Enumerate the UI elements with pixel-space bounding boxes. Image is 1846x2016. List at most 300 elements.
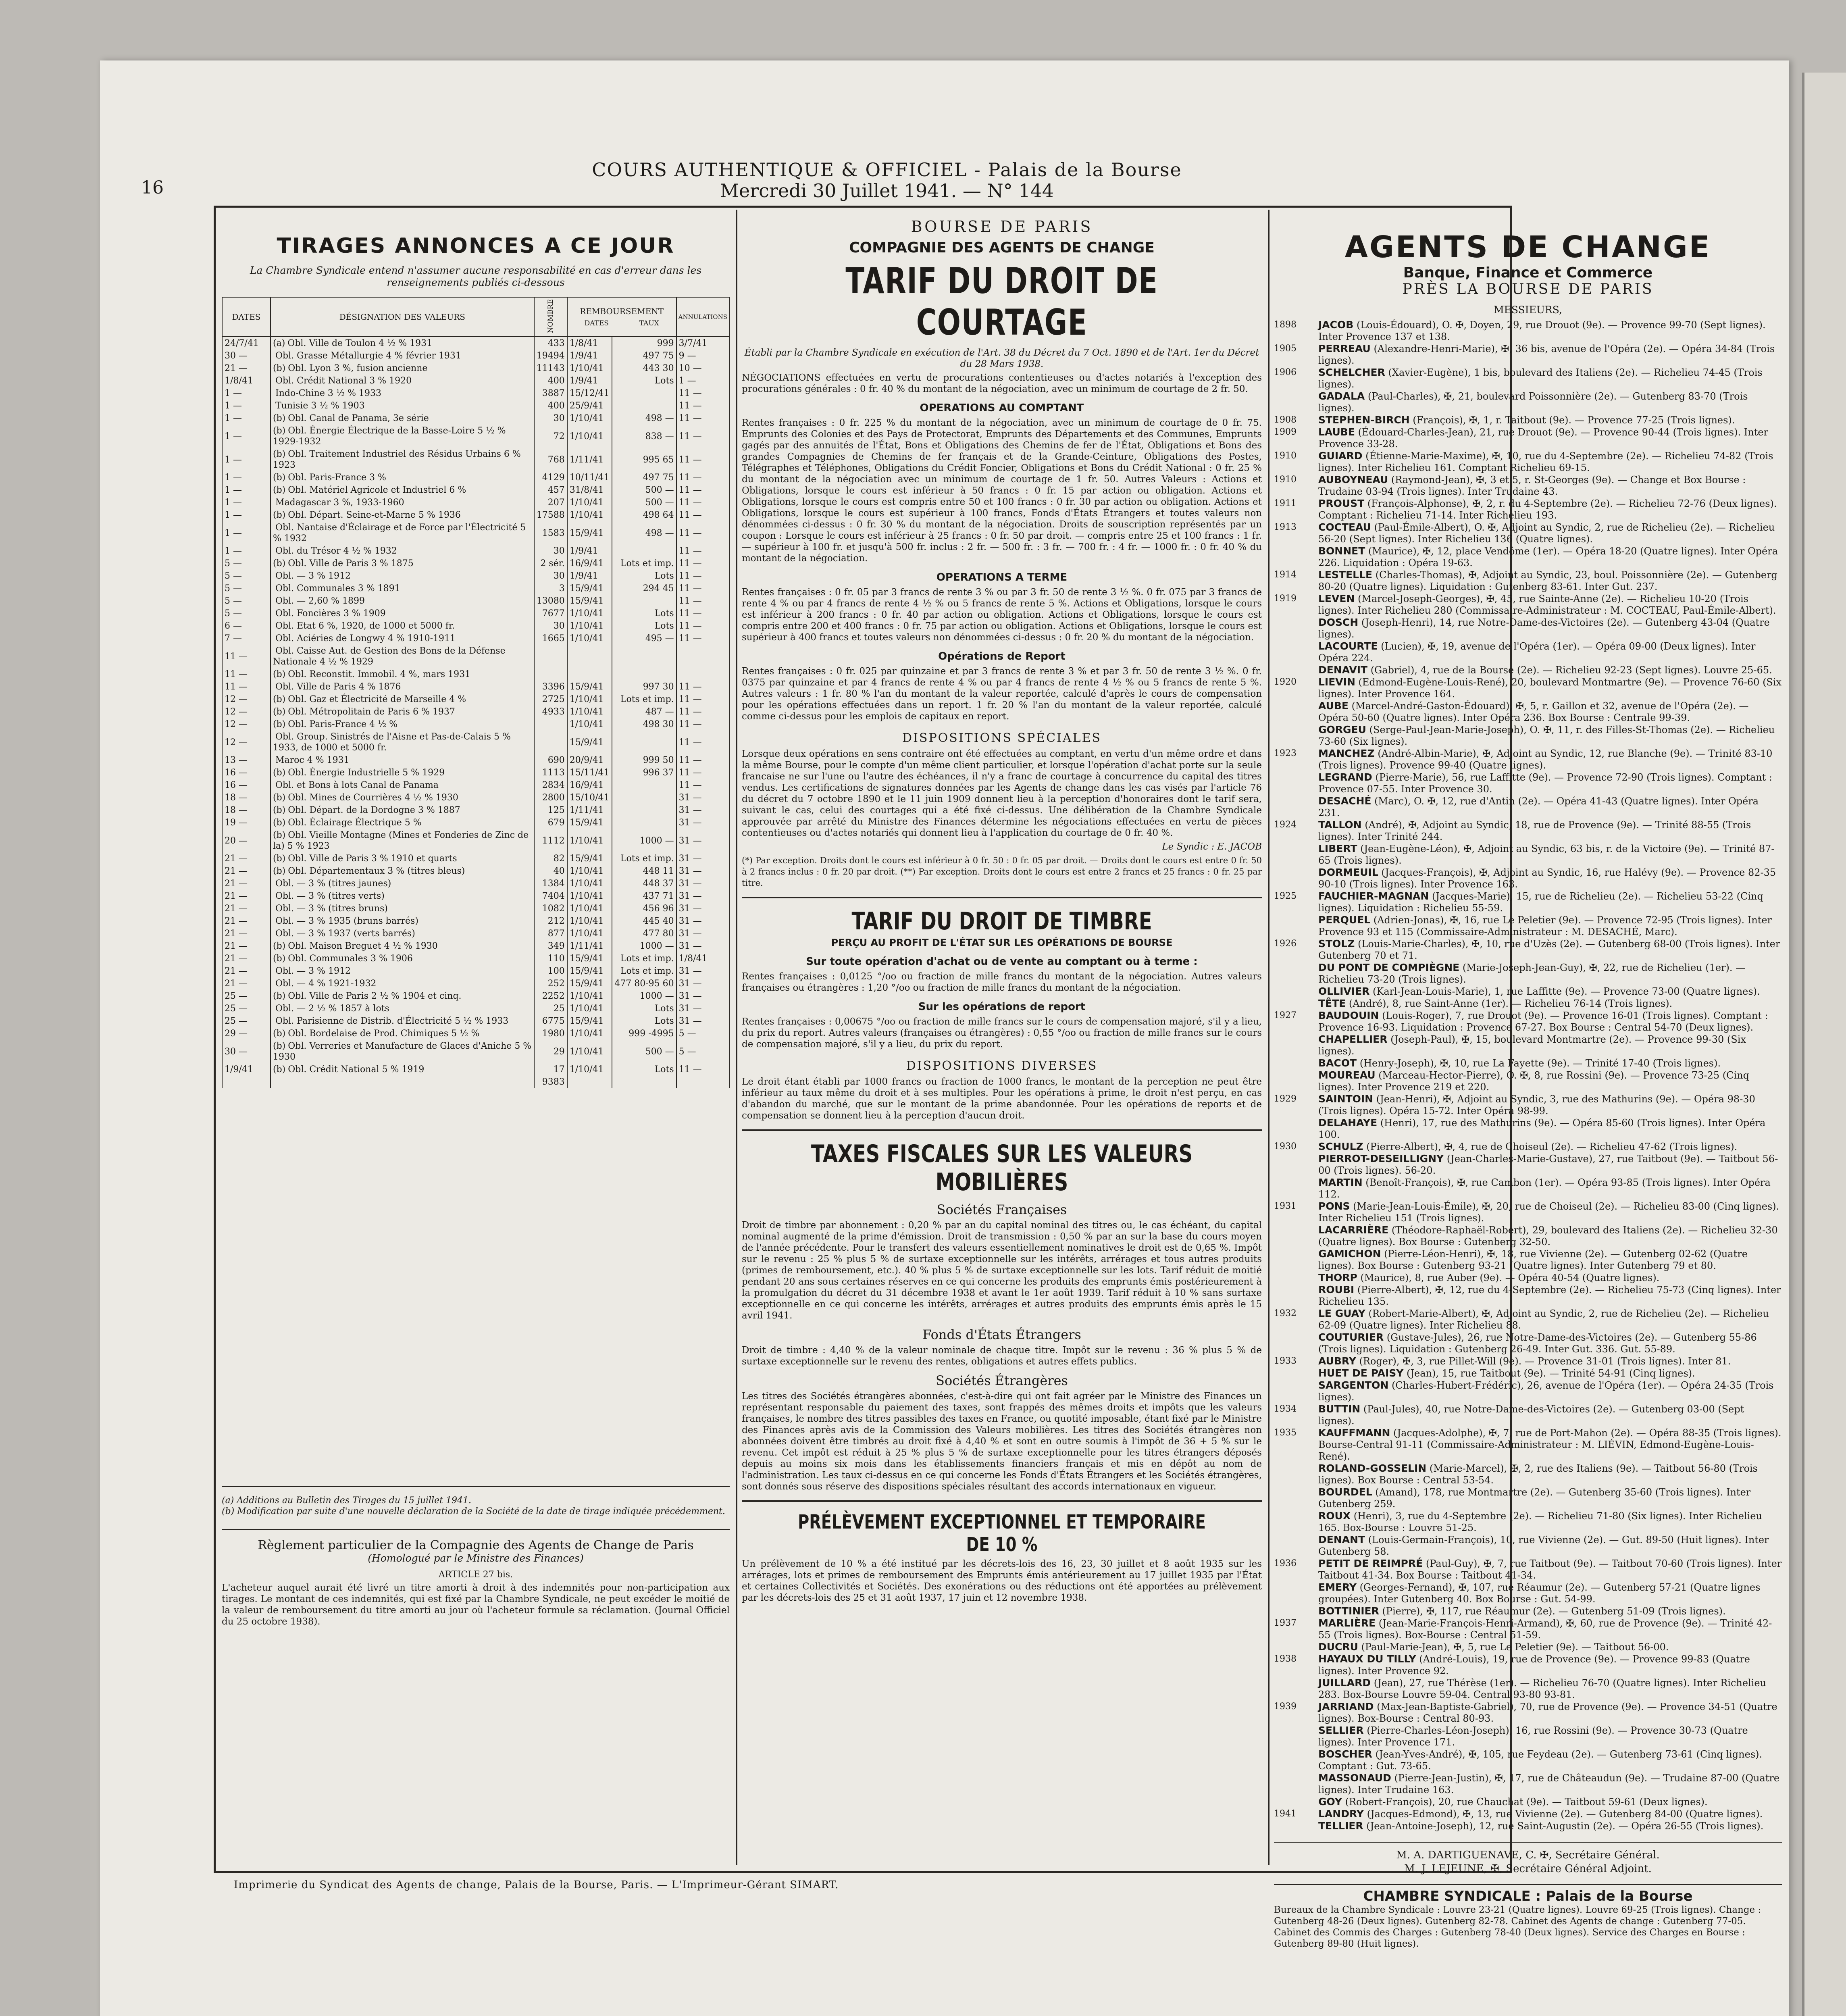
row-taux [612,731,676,754]
row-annulation: 11 — [676,521,729,545]
row-annulation [676,668,729,681]
table-row [222,804,729,816]
agent-address: (Jean-Charles-Marie-Gustave), 27, rue Taitbout (9e). — Taitbout 56-00 (Trois lignes). 56-20. [1318,1153,1778,1176]
row-remb-date: 1/10/41 [567,1063,612,1076]
row-taux: 498 64 [612,509,676,521]
row-taux: Lots [612,607,676,620]
agent-name: KAUFFMANN [1318,1427,1390,1439]
row-remb-date: 1/11/41 [567,448,612,471]
agent-details [1318,1724,1782,1748]
row-designation-text: Obl. Crédit National 3 % 1920 [275,376,412,386]
row-annulation: 11 — [676,400,729,412]
agent-address: (Marc), O. ✠, 12, rue d'Antin (2e). — Opéra 41-43 (Quatre lignes). Inter Opéra 231. [1318,796,1759,818]
agent-details [1318,700,1782,724]
agent-name: GADALA [1318,390,1365,402]
row-remb-date: 1/9/41 [567,350,612,362]
agent-details [1318,1486,1782,1510]
row-annulation: 11 — [676,620,729,632]
agent-entry [1274,1462,1782,1486]
table-row [222,375,729,387]
row-date: 25 — [222,990,271,1002]
table-row [222,570,729,582]
agent-entry [1274,1093,1782,1117]
courtage-title: TARIF DU DROIT DE COURTAGE [845,260,1158,343]
row-remb-date: 1/11/41 [567,804,612,816]
agent-name: BOURDEL [1318,1486,1372,1498]
agent-details [1318,1808,1782,1820]
row-date: 21 — [222,902,271,915]
agent-address: (Pierre-Jean-Justin), ✠, 17, rue de Châteaudun (9e). — Trudaine 87-00 (Quatre lignes). Inter Trudaine 163. [1318,1772,1780,1795]
col-annulations: ANNULATIONS [676,297,729,337]
row-taux: Lots et imp. [612,965,676,977]
agent-name: SARGENTON [1318,1379,1389,1391]
row-designation [271,620,534,632]
row-annulation: 11 — [676,595,729,607]
agent-entry [1274,795,1782,819]
agents-subtitle: Banque, Finance et Commerce [1403,264,1653,281]
row-designation-text: Obl. Bordelaise de Prod. Chimiques 5 ½ % [288,1029,480,1039]
agent-entry [1274,1558,1782,1581]
table-row [222,632,729,645]
row-remb-date: 1/10/41 [567,865,612,877]
row-date: 1/9/41 [222,1063,271,1076]
row-taux: 487 — [612,706,676,718]
agent-details [1318,426,1782,450]
row-designation [271,1040,534,1063]
row-nombre [534,718,567,731]
agent-entry [1274,1403,1782,1427]
row-nombre: 1113 [534,766,567,779]
agent-name: DORMEUIL [1318,866,1378,878]
agent-address: (Charles-Thomas), ✠, Adjoint au Syndic, 23, boul. Poissonnière (2e). — Gutenberg 80-20 (Quatre lignes). Liquidation : Gutenberg 83-61. Inter Gut. 237. [1318,569,1777,592]
row-date: 1 — [222,471,271,484]
row-designation-text: Obl. — 3 % 1912 [275,966,351,976]
courtage-subtitle: Établi par la Chambre Syndicale en exécution de l'Art. 38 du Décret du 7 Oct. 1890 et de l'Art. 1er du Décret du 28 Mars 1938. [744,348,1259,369]
table-row [222,645,729,668]
agent-name: BACOT [1318,1057,1357,1069]
row-designation [271,1002,534,1015]
row-designation-text: Tunisie 3 ½ % 1903 [275,401,365,411]
row-remb-date: 1/10/41 [567,706,612,718]
row-remb-date: 15/10/41 [567,791,612,804]
row-nombre: 125 [534,804,567,816]
table-row [222,791,729,804]
row-designation-text: Obl. Éclairage Électrique 5 % [288,818,422,828]
agent-details [1318,866,1782,890]
row-annulation [676,645,729,668]
row-mark: (b) [273,473,286,483]
agent-entry [1274,521,1782,545]
row-designation-text: Obl. Ville de Paris 2 ½ % 1904 et cinq. [288,991,462,1001]
row-designation-text: Obl. — 3 % 1935 (bruns barrés) [275,916,418,926]
row-remb-date: 1/10/41 [567,632,612,645]
agent-year: 1910 [1274,475,1297,485]
agent-entry [1274,1069,1782,1093]
agents-list [1274,319,1782,1832]
agent-entry [1274,1605,1782,1617]
agent-year [1274,1069,1318,1093]
row-date: 1 — [222,387,271,400]
row-remb-date: 1/10/41 [567,425,612,448]
reglement-subtitle: (Homologué par le Ministre des Finances) [368,1552,584,1564]
agent-entry [1274,1355,1782,1367]
agent-year [1274,1724,1318,1748]
agent-details [1318,748,1782,771]
row-designation [271,718,534,731]
header-date: Mercredi 30 Juillet 1941. — N° 144 [720,180,1054,202]
row-nombre: 457 [534,484,567,496]
row-annulation: 11 — [676,582,729,595]
row-designation [271,387,534,400]
row-date: 1/8/41 [222,375,271,387]
row-taux: 498 — [612,412,676,425]
agent-name: TÊTE [1318,998,1346,1009]
row-taux [612,791,676,804]
row-remb-date: 15/12/41 [567,387,612,400]
row-remb-date: 16/9/41 [567,779,612,791]
row-date: 5 — [222,557,271,570]
row-annulation: 31 — [676,940,729,952]
agent-entry [1274,390,1782,414]
agent-name: COUTURIER [1318,1331,1384,1343]
row-date: 12 — [222,731,271,754]
agent-year: 1931 [1274,1201,1297,1211]
agent-details [1318,985,1782,998]
row-nombre: 9383 [534,1076,567,1088]
row-designation [271,412,534,425]
taxes-title: TAXES FISCALES SUR LES VALEURS MOBILIÈRES [811,1140,1193,1196]
row-designation [271,804,534,816]
row-designation-text: Obl. Départ. de la Dordogne 3 % 1887 [288,805,460,815]
row-nombre: 252 [534,977,567,990]
row-taux: 1000 — [612,990,676,1002]
row-remb-date: 15/9/41 [567,977,612,990]
table-row [222,448,729,471]
agent-year [1274,700,1318,724]
table-row [222,990,729,1002]
agent-address: (Adrien-Jonas), ✠, 16, rue Le Peletier (9e). — Provence 72-95 (Trois lignes). Inter Provence 93 et 115 (Commissaire-Administrateur : M. DESACHÉ, Marc). [1318,914,1772,937]
row-mark: (b) [273,1064,286,1075]
row-date: 11 — [222,645,271,668]
table-row [222,952,729,965]
row-remb-date [567,1076,612,1088]
row-taux: Lots [612,570,676,582]
row-designation [271,496,534,509]
row-designation-text: Obl. Énergie Industrielle 5 % 1929 [288,768,445,778]
table-row [222,852,729,865]
agent-address: (Jacques-Edmond), ✠, 13, rue Vivienne (2e). — Gutenberg 84-00 (Quatre lignes). [1367,1808,1763,1820]
row-designation [271,852,534,865]
agent-name: LIBERT [1318,843,1357,854]
row-annulation: 1 — [676,375,729,387]
row-annulation: 11 — [676,545,729,557]
agents-messieurs: MESSIEURS, [1494,304,1562,316]
table-row [222,668,729,681]
agent-details [1318,521,1782,545]
agent-name: AUBOYNEAU [1318,474,1388,485]
row-nombre: 7404 [534,890,567,902]
terme-title: OPERATIONS A TERME [936,571,1068,583]
agent-name: AUBRY [1318,1355,1356,1367]
row-mark: (b) [273,991,286,1001]
dispositions-title: DISPOSITIONS SPÉCIALES [902,731,1101,745]
agent-year [1274,1748,1318,1772]
row-date: 24/7/41 [222,337,271,350]
agent-year [1274,1605,1318,1617]
row-date: 18 — [222,804,271,816]
agent-year [1274,771,1318,795]
row-taux: 500 — [612,484,676,496]
agent-address: (Jean), 27, rue Thérèse (1er). — Richelieu 76-70 (Quatre lignes). Inter Richelieu 283. Box-Bourse Louvre 59-04. Central 93-80 93-81. [1318,1677,1767,1700]
row-remb-date: 1/10/41 [567,877,612,890]
row-designation-text: Obl. Mines de Courrières 4 ½ % 1930 [288,793,458,803]
agent-details [1318,795,1782,819]
row-annulation: 11 — [676,718,729,731]
row-nombre: 7677 [534,607,567,620]
row-taux: 500 — [612,1040,676,1063]
agent-address: (André), 8, rue Saint-Anne (1er). — Richelieu 76-14 (Trois lignes). [1349,998,1673,1009]
agent-name: HUET DE PAISY [1318,1367,1404,1379]
agent-details [1318,343,1782,367]
agent-address: (Maurice), 8, rue Auber (9e). — Opéra 40-54 (Quatre lignes). [1360,1272,1660,1283]
agent-address: (Paul-Charles), ✠, 21, boulevard Poissonnière (2e). — Gutenberg 83-70 (Trois lignes). [1318,391,1748,414]
agent-year [1274,640,1318,664]
row-mark: (b) [273,818,286,828]
row-designation [271,400,534,412]
agent-details [1318,1462,1782,1486]
row-remb-date: 15/9/41 [567,582,612,595]
agent-year [1274,1272,1318,1284]
agent-entry [1274,1534,1782,1558]
row-remb-date: 1/10/41 [567,990,612,1002]
agent-year: 1927 [1274,1010,1297,1020]
row-designation [271,940,534,952]
row-taux: 495 — [612,632,676,645]
comptant-title: OPERATIONS AU COMPTANT [920,402,1084,414]
agent-address: (Jacques-Adolphe), ✠, 7, rue de Port-Mahon (2e). — Opéra 88-35 (Trois lignes). Bourse-Central 91-11 (Commissaire-Administrateur : M. LIÉVIN, Edmond-Eugène-Louis-René). [1318,1427,1781,1462]
agent-details [1318,640,1782,664]
agent-name: LAUBE [1318,426,1355,438]
row-taux: 500 — [612,496,676,509]
agent-details [1318,1641,1782,1653]
prelevement-body: Un prélèvement de 10 % a été institué par les décrets-lois des 16, 23, 30 juillet et 8 août 1935 sur les arrérages, lots et primes de remboursement des Emprunts émis antérieurement au 17 juillet 1935 par l'État et certaines Collectivités et Sociétés. Des exonérations ou des réductions ont été apportées au prélèvement par les décrets-lois des 25 et 31 août 1937, 17 juin et 12 novembre 1938. [742,1559,1262,1603]
row-remb-date: 15/9/41 [567,952,612,965]
row-annulation: 11 — [676,779,729,791]
table-row [222,412,729,425]
row-nombre: 30 [534,620,567,632]
table-row [222,1015,729,1027]
row-designation [271,816,534,829]
agent-details [1318,1510,1782,1534]
row-date: 6 — [222,620,271,632]
agent-entry [1274,676,1782,700]
agent-address: (Pierre), ✠, 117, rue Réaumur (2e). — Gutenberg 51-09 (Trois lignes). [1382,1606,1726,1617]
row-remb-date: 15/9/41 [567,595,612,607]
row-designation [271,779,534,791]
agent-details [1318,1534,1782,1558]
row-remb-date [567,668,612,681]
agent-year [1274,1462,1318,1486]
row-nombre: 13080 [534,595,567,607]
agent-year [1274,724,1318,748]
row-designation-text: Obl. Group. Sinistrés de l'Aisne et Pas-de-Calais 5 % 1933, de 1000 et 5000 fr. [273,732,511,753]
agent-details [1318,1355,1782,1367]
col-remboursement [567,297,676,337]
row-remb-date: 1/10/41 [567,902,612,915]
agent-details [1318,545,1782,569]
row-taux: 997 30 [612,681,676,693]
row-remb-date: 15/11/41 [567,766,612,779]
row-annulation: 11 — [676,557,729,570]
row-taux: Lots [612,1015,676,1027]
row-annulation: 31 — [676,865,729,877]
agent-entry [1274,1272,1782,1284]
agent-address: (Pierre-Albert), ✠, 12, rue du 4-Septembre (2e). — Richelieu 75-73 (Cinq lignes). Inter Richelieu 135. [1318,1284,1781,1307]
agent-name: THORP [1318,1272,1357,1283]
row-annulation: 9 — [676,350,729,362]
table-row [222,620,729,632]
table-row [222,877,729,890]
row-designation [271,927,534,940]
agent-year [1274,866,1318,890]
agent-details [1318,1308,1782,1331]
agent-details [1318,319,1782,343]
agent-details [1318,1224,1782,1248]
row-taux: 995 65 [612,448,676,471]
taxes-etr-title: Sociétés Étrangères [936,1373,1068,1388]
row-date: 11 — [222,668,271,681]
row-designation [271,1076,534,1088]
row-date: 25 — [222,1002,271,1015]
agent-details [1318,890,1782,914]
agent-address: (Marie-Jean-Louis-Émile), ✠, 20, rue de Choiseul (2e). — Richelieu 83-00 (Cinq lignes). Inter Richelieu 151 (Trois lignes). [1318,1201,1779,1224]
agent-entry [1274,319,1782,343]
row-designation [271,545,534,557]
agent-name: BONNET [1318,545,1365,557]
row-designation-text: Maroc 4 % 1931 [275,755,350,765]
agent-year: 1924 [1274,820,1297,830]
terme-body: Rentes françaises : 0 fr. 05 par 3 francs de rente 3 % ou par 3 fr. 50 de rente 3 ½ %. 0 fr. 075 par 3 francs de rente 4 % ou par 4 francs de rente 4 ½ % ou 5 francs de rente 5 %. Actions et Obligations, lorsque le cours est inférieur à 200 francs : 0 fr. 40 par action ou obligation. Actions et Obligations, lorsque le cours est compris entre 200 et 400 francs : 0 fr. 75 par action ou obligation. Actions et Obligations, lorsque le cours est supérieur à 400 francs et toutes valeurs non dénommées ci-dessus : 0 fr. 20 % du montant de la négociation. [742,587,1262,643]
agent-name: ROUX [1318,1510,1351,1522]
agent-address: (Marie-Joseph-Jean-Guy), ✠, 22, rue de Richelieu (1er). — Richelieu 73-20 (Trois lignes). [1318,962,1746,985]
row-designation-text: Obl. — 3 % (titres bruns) [275,904,388,914]
row-annulation: 11 — [676,681,729,693]
agent-details [1318,914,1782,938]
agent-entry [1274,616,1782,640]
row-designation-text: Obl. — 3 % 1912 [275,571,351,581]
table-row [222,484,729,496]
agent-year: 1932 [1274,1308,1297,1318]
row-remb-date: 25/9/41 [567,400,612,412]
taxes-etats-title: Fonds d'États Étrangers [922,1327,1081,1342]
agent-name: DOSCH [1318,616,1359,628]
table-row [222,940,729,952]
agent-name: MASSONAUD [1318,1772,1391,1784]
row-taux [612,387,676,400]
agent-year: 1937 [1274,1618,1297,1628]
agent-address: (Roger), ✠, 3, rue Pillet-Will (9e). — Provence 31-01 (Trois lignes). Inter 81. [1359,1356,1731,1367]
column-divider [1268,210,1270,1865]
row-taux [612,668,676,681]
row-date: 21 — [222,965,271,977]
table-row [222,766,729,779]
agent-details [1318,1033,1782,1057]
row-designation-text: Obl. Départementaux 3 % (titres bleus) [288,866,465,876]
agent-name: GUIARD [1318,450,1363,462]
row-annulation: 10 — [676,362,729,375]
timbre-subtitle: PERÇU AU PROFIT DE L'ÉTAT SUR LES OPÉRATIONS DE BOURSE [831,937,1173,948]
row-designation-text: Obl. Traitement Industriel des Résidus Urbains 6 % 1923 [273,449,521,470]
row-taux: 448 11 [612,865,676,877]
agent-details [1318,390,1782,414]
table-row [222,1063,729,1076]
tirages-body [222,337,729,1088]
row-mark: (b) [273,707,286,717]
row-designation-text: Obl. — 4 % 1921-1932 [275,979,377,989]
row-annulation: 31 — [676,990,729,1002]
table-row [222,595,729,607]
agent-name: GORGEU [1318,724,1366,735]
agent-entry [1274,748,1782,771]
next-page-edge [1802,73,1846,2016]
chambre-syndicale-body: Bureaux de la Chambre Syndicale : Louvre 23-21 (Quatre lignes). Louvre 69-25 (Trois lignes). Change : Gutenberg 48-26 (Deux lignes). Gutenberg 82-78. Cabinet des Agents de change : Gutenberg 77-05. Cabinet des Commis des Charges : Gutenberg 78-40 (Deux lignes). Service des Charges en Bourse : Gutenberg 89-80 (Huit lignes). [1274,1905,1761,1949]
row-remb-date: 10/11/41 [567,471,612,484]
agent-details [1318,843,1782,866]
agent-name: PETIT DE REIMPRÉ [1318,1558,1423,1569]
row-designation [271,754,534,766]
row-remb-date: 15/9/41 [567,731,612,754]
row-designation-text: Obl. — 3 % (titres verts) [275,891,385,901]
row-date: 19 — [222,816,271,829]
agent-entry [1274,1153,1782,1177]
row-remb-date: 1/10/41 [567,829,612,852]
agent-entry [1274,343,1782,367]
row-remb-date: 15/9/41 [567,1015,612,1027]
agent-address: (Gustave-Jules), 26, rue Notre-Dame-des-Victoires (2e). — Gutenberg 55-86 (Trois lignes). Liquidation : Gutenberg 26-49. Inter Gut. 336. Gut. 55-89. [1318,1332,1757,1355]
taxes-fr-body: Droit de timbre par abonnement : 0,20 % par an du capital nominal des titres ou, le cas échéant, du capital nominal augmenté de la prime d'émission. Droit de transmission : 0,50 % par an sur la base du cours moyen de l'année précédente. Pour le transfert des valeurs essentiellement nominatives le droit est de 0,65 %. Impôt sur le revenu : 25 % plus 5 % de surtaxe exceptionnelle sur les intérêts, arrérages et tous autres produits (primes de remboursement, etc.). 40 % plus 5 % de surtaxe exceptionnelle sur les lots. Tarif réduit de moitié pendant 20 ans sous certaines réserves en ce qui concerne les produits des emprunts émis postérieurement à la promulgation du décret du 31 décembre 1938 et avant le 1er août 1939. Tarif réduit à 10 % sans surtaxe exceptionnelle en ce qui concerne les intérêts, arrérages et autres produits des emprunts émis après le 15 avril 1941. [742,1220,1262,1321]
agent-details [1318,367,1782,390]
row-taux [612,545,676,557]
agent-details [1318,474,1782,498]
agent-entry [1274,1701,1782,1724]
row-designation-text: Obl. et Bons à lots Canal de Panama [275,780,439,790]
agent-year: 1929 [1274,1094,1297,1104]
row-date: 25 — [222,1015,271,1027]
row-designation [271,337,534,350]
col-dates: DATES [222,297,271,337]
row-designation [271,829,534,852]
row-designation [271,570,534,582]
agent-address: (André), ✠, Adjoint au Syndic, 18, rue de Provence (9e). — Trinité 88-55 (Trois lignes). Inter Trinité 244. [1318,819,1751,842]
agent-details [1318,1605,1782,1617]
taxes-fr-title: Sociétés Françaises [937,1202,1067,1217]
agent-name: STEPHEN-BIRCH [1318,414,1410,426]
agent-name: LACARRIÈRE [1318,1224,1389,1236]
agent-year: 1938 [1274,1654,1297,1664]
agent-details [1318,1379,1782,1403]
row-taux: Lots [612,375,676,387]
row-date: 5 — [222,570,271,582]
agent-address: (Charles-Hubert-Frédéric), 26, avenue de l'Opéra (1er). — Opéra 24-35 (Trois lignes). [1318,1380,1774,1403]
row-nombre: 3396 [534,681,567,693]
agent-entry [1274,1808,1782,1820]
agent-details [1318,962,1782,985]
row-date: 1 — [222,400,271,412]
agent-name: DUCRU [1318,1641,1358,1653]
courtage-intro: NÉGOCIATIONS effectuées en vertu de procurations contentieuses ou d'actes notariés à l'exception des procurations générales : 0 fr. 40 % du montant de la négociation, avec un minimum de courtage de 2 fr. 50. [742,373,1262,394]
row-taux: 456 96 [612,902,676,915]
agent-entry [1274,1141,1782,1153]
